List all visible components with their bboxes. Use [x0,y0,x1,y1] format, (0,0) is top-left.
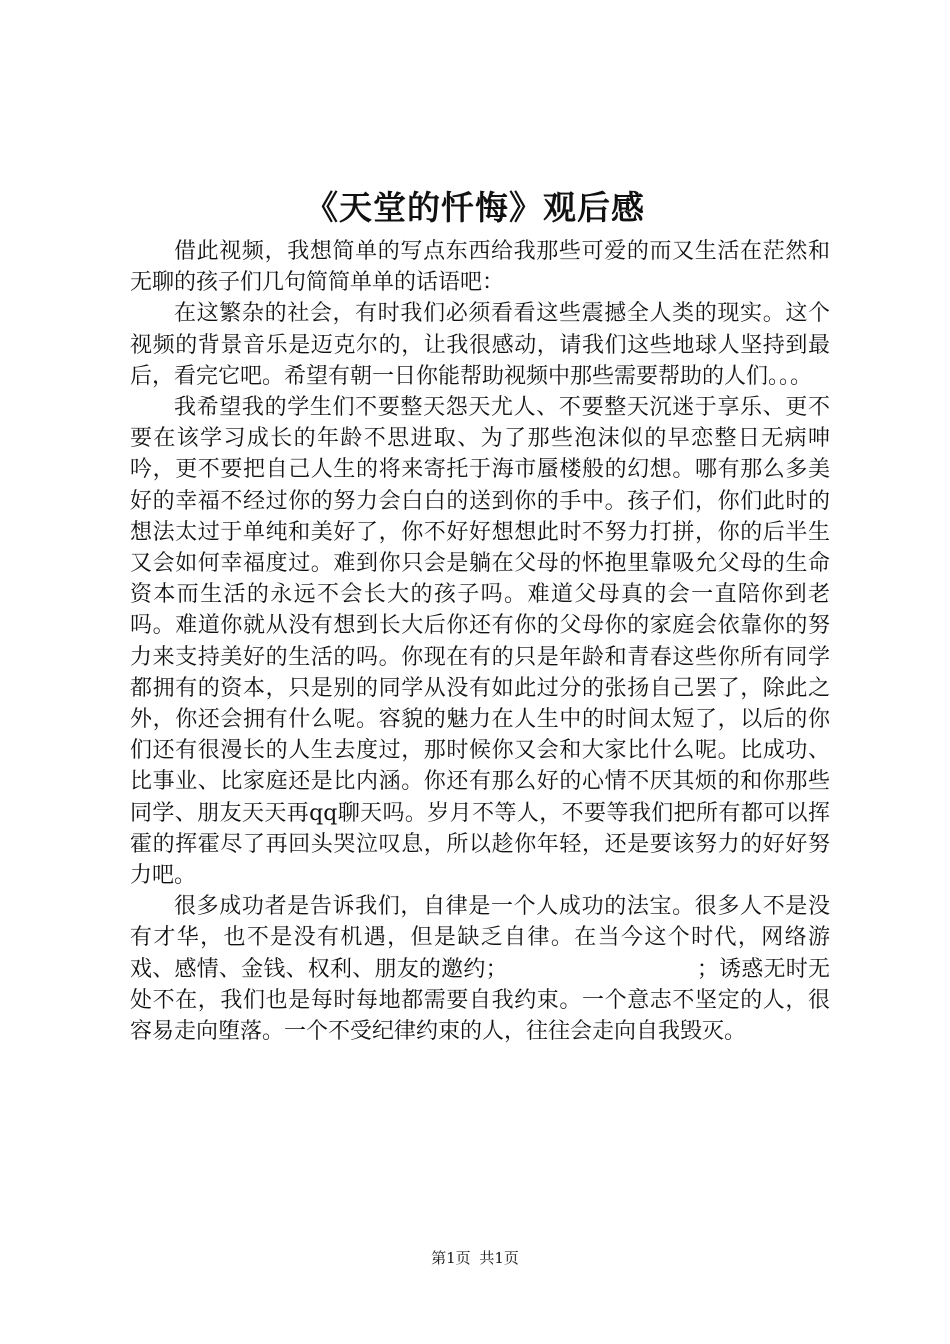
paragraph-1: 借此视频，我想简单的写点东西给我那些可爱的而又生活在茫然和无聊的孩子们几句简简单单的话语吧： [130,239,830,296]
page-number: 第1页 [431,1249,471,1267]
page-total: 共1页 [479,1249,519,1267]
paragraph-4: 很多成功者是告诉我们，自律是一个人成功的法宝。很多人不是没有才华，也不是没有机遇，但是缺乏自律。在当今这个时代，网络游戏、感情、金钱、权利、朋友的邀约； ；诱惑无时无处不在，我们也是每时每地都需要自我约束。一个意志不坚定的人，很容易走向堕落。一个不受纪律约束的人，往往会走向自我毁灭。 [130,894,830,1045]
paragraph-3: 我希望我的学生们不要整天怨天尤人、不要整天沉迷于享乐、更不要在该学习成长的年龄不思进取、为了那些泡沫似的早恋整日无病呻吟，更不要把自己人生的将来寄托于海市蜃楼般的幻想。哪有那么多美好的幸福不经过你的努力会白白的送到你的手中。孩子们，你们此时的想法太过于单纯和美好了，你不好好想想此时不努力打拼，你的后半生又会如何幸福度过。难到你只会是躺在父母的怀抱里靠吸允父母的生命资本而生活的永远不会长大的孩子吗。难道父母真的会一直陪你到老吗。难道你就从没有想到长大后你还有你的父母你的家庭会依靠你的努力来支持美好的生活的吗。你现在有的只是年龄和青春这些你所有同学都拥有的资本，只是别的同学从没有如此过分的张扬自己罢了，除此之外，你还会拥有什么呢。容貌的魅力在人生中的时间太短了，以后的你们还有很漫长的人生去度过，那时候你又会和大家比什么呢。比成功、比事业、比家庭还是比内涵。你还有那么好的心情不厌其烦的和你那些同学、朋友天天再qq聊天吗。岁月不等人，不要等我们把所有都可以挥霍的挥霍尽了再回头哭泣叹息，所以趁你年轻，还是要该努力的好好努力吧。 [130,395,830,889]
document-title: 《天堂的忏悔》观后感 [305,188,645,227]
paragraph-2: 在这繁杂的社会，有时我们必须看看这些震撼全人类的现实。这个视频的背景音乐是迈克尔的，让我很感动，请我们这些地球人坚持到最后，看完它吧。希望有朝一日你能帮助视频中那些需要帮助的人们。。。 [130,301,830,389]
page-footer [0,1248,950,1268]
document-body [130,236,830,1047]
